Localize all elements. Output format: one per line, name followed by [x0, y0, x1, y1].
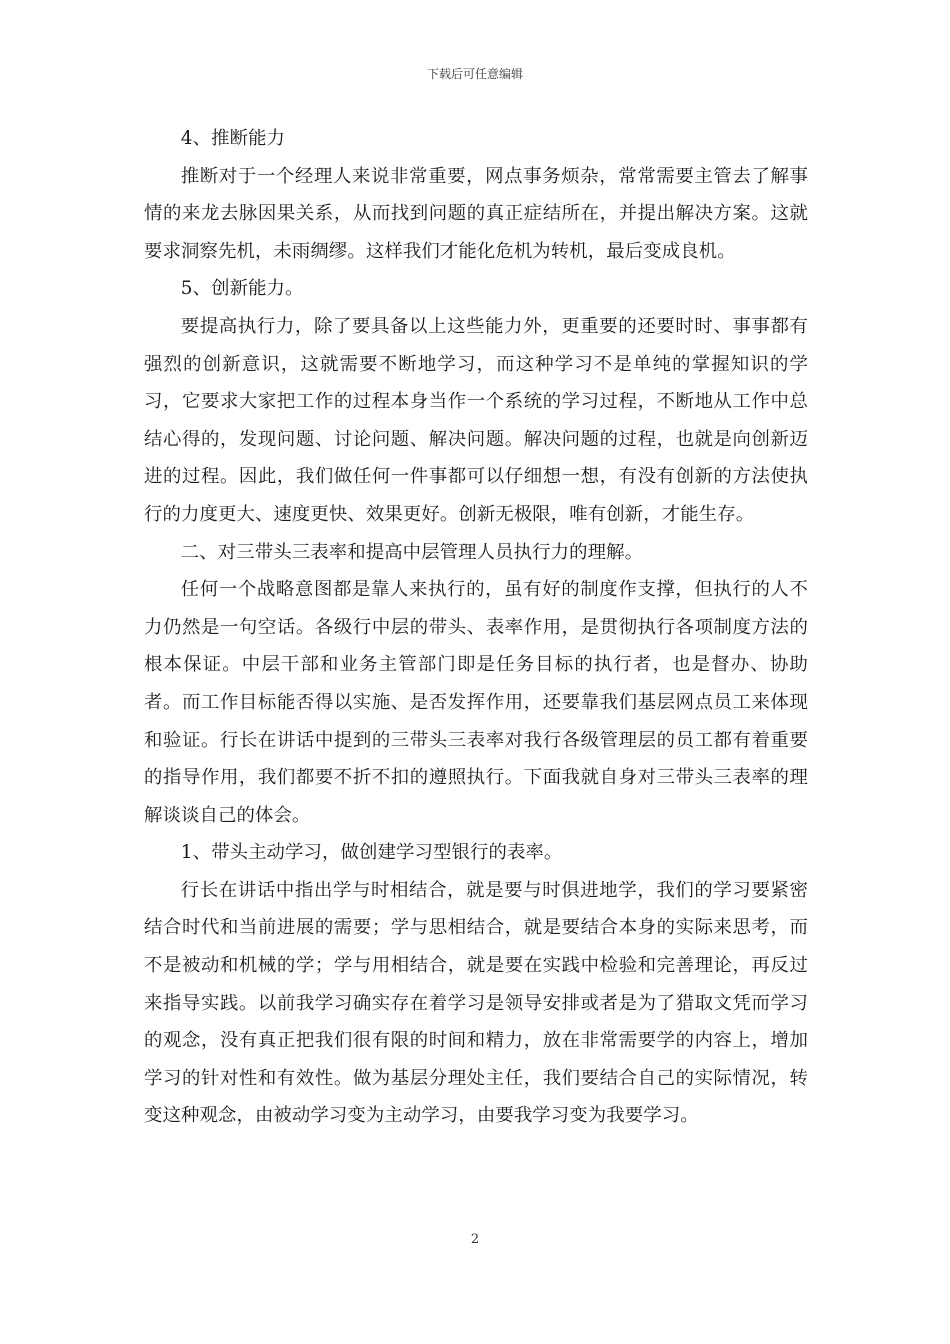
page-number: 2: [470, 1232, 480, 1247]
paragraph-inference: 推断对于一个经理人来说非常重要，网点事务烦杂，常常需要主管去了解事情的来龙去脉因果关系，从而找到问题的真正症结所在，并提出解决方案。这就要求洞察先机，未雨绸缪。这样我们才能化危机为转机，最后变成良机。: [144, 165, 808, 262]
subheading-inference-ability: 4、推断能力: [180, 128, 286, 149]
subheading-innovation-ability: 5、创新能力。: [180, 278, 304, 300]
paragraph-learning: 行长在讲话中指出学与时相结合，就是要与时俱进地学，我们的学习要紧密结合时代和当前进展的需要；学与思相结合，就是要结合本身的实际来思考，而不是被动和机械的学；学与用相结合，就是要在实践中检验和完善理论，再反过来指导实践。以前我学习确实存在着学习是领导安排或者是为了猎取文凭而学习的观念，没有真正把我们很有限的时间和精力，放在非常需要学的内容上，增加学习的针对性和有效性。做为基层分理处主任，我们要结合自己的实际情况，转变这种观念，由被动学习变为主动学习，由要我学习变为我要学习。: [144, 879, 808, 1127]
document-body: [144, 120, 808, 1135]
paragraph-innovation: 要提高执行力，除了要具备以上这些能力外，更重要的还要时时、事事都有强烈的创新意识，这就需要不断地学习，而这种学习不是单纯的掌握知识的学习，它要求大家把工作的过程本身当作一个系统的学习过程，不断地从工作中总结心得的，发现问题、讨论问题、解决问题。解决问题的过程，也就是向创新迈进的过程。因此，我们做任何一件事都可以仔细想一想，有没有创新的方法使执行的力度更大、速度更快、效果更好。创新无极限，唯有创新，才能生存。: [144, 315, 808, 525]
page-header: 下载后可任意编辑: [426, 67, 523, 81]
section-heading-two: 二、对三带头三表率和提高中层管理人员执行力的理解。: [180, 541, 644, 563]
paragraph-strategy-execution: 任何一个战略意图都是靠人来执行的，虽有好的制度作支撑，但执行的人不力仍然是一句空话。各级行中层的带头、表率作用，是贯彻执行各项制度方法的根本保证。中层干部和业务主管部门即是任务目标的执行者，也是督办、协助者。而工作目标能否得以实施、是否发挥作用，还要靠我们基层网点员工来体现和验证。行长在讲话中提到的三带头三表率对我行各级管理层的员工都有着重要的指导作用，我们都要不折不扣的遵照执行。下面我就自身对三带头三表率的理解谈谈自己的体会。: [144, 579, 808, 826]
subheading-active-learning: 1、带头主动学习，做创建学习型银行的表率。: [180, 842, 563, 864]
